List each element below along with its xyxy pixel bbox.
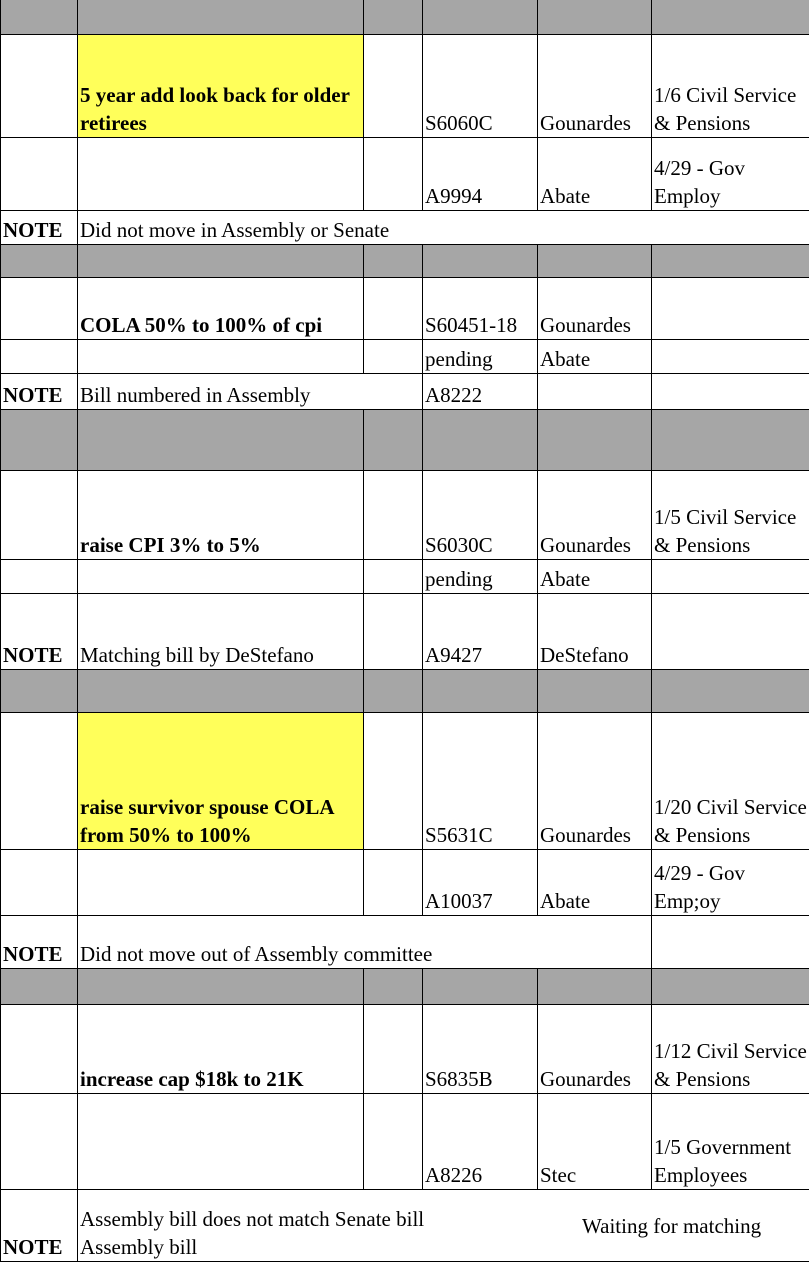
cell — [1, 1005, 78, 1094]
cell — [652, 0, 809, 35]
table-row — [1, 35, 809, 138]
note-text[interactable]: Matching bill by DeStefano — [78, 594, 364, 670]
sponsor[interactable]: Stec — [538, 1094, 652, 1190]
cell — [78, 138, 364, 211]
bill-number[interactable]: pending — [423, 560, 538, 594]
cell — [538, 374, 652, 410]
table-row — [1, 560, 809, 594]
cell — [652, 969, 809, 1005]
cell — [1, 850, 78, 916]
status[interactable]: 4/29 - Gov Emp;oy — [652, 850, 809, 916]
note-label: NOTE — [1, 594, 78, 670]
cell — [364, 35, 423, 138]
table-row — [1, 278, 809, 340]
note-label: NOTE — [1, 211, 78, 245]
sponsor[interactable]: DeStefano — [538, 594, 652, 670]
bill-number[interactable]: A9427 — [423, 594, 538, 670]
status[interactable] — [652, 278, 809, 340]
note-row — [1, 211, 809, 245]
cell — [364, 0, 423, 35]
sponsor[interactable]: Gounardes — [538, 471, 652, 560]
cell — [1, 278, 78, 340]
cell — [423, 969, 538, 1005]
cell — [78, 340, 364, 374]
cell — [78, 670, 364, 713]
cell — [78, 850, 364, 916]
note-label: NOTE — [1, 916, 78, 969]
cell — [652, 374, 809, 410]
separator-row — [1, 410, 809, 471]
cell — [1, 340, 78, 374]
cell — [423, 410, 538, 471]
note-text[interactable]: Did not move in Assembly or Senate — [78, 211, 809, 245]
cell — [364, 138, 423, 211]
cell — [423, 670, 538, 713]
table-row — [1, 713, 809, 850]
cell — [1, 969, 78, 1005]
separator-row — [1, 969, 809, 1005]
status[interactable]: 1/12 Civil Service & Pensions — [652, 1005, 809, 1094]
note-row — [1, 916, 809, 969]
note-label: NOTE — [1, 374, 78, 410]
note-text: Assembly bill does not match Senate bill — [80, 1207, 425, 1231]
bill-number[interactable]: S5631C — [423, 713, 538, 850]
table-row — [1, 850, 809, 916]
status[interactable]: 1/6 Civil Service & Pensions — [652, 35, 809, 138]
cell — [364, 969, 423, 1005]
cell — [364, 278, 423, 340]
bill-number[interactable]: S60451-18 — [423, 278, 538, 340]
cell — [1, 713, 78, 850]
bill-number[interactable]: S6030C — [423, 471, 538, 560]
bill-title[interactable]: raise CPI 3% to 5% — [78, 471, 364, 560]
note-row — [1, 594, 809, 670]
bill-number[interactable]: A9994 — [423, 138, 538, 211]
cell — [652, 670, 809, 713]
cell — [423, 0, 538, 35]
status[interactable]: 1/5 Civil Service & Pensions — [652, 471, 809, 560]
separator-row — [1, 0, 809, 35]
cell — [78, 0, 364, 35]
cell — [1, 410, 78, 471]
cell — [1, 560, 78, 594]
cell — [652, 916, 809, 969]
cell — [538, 670, 652, 713]
cell — [1, 138, 78, 211]
cell — [364, 850, 423, 916]
sponsor[interactable]: Gounardes — [538, 278, 652, 340]
sponsor[interactable]: Abate — [538, 138, 652, 211]
separator-row — [1, 670, 809, 713]
cell — [652, 410, 809, 471]
bill-number[interactable]: A8226 — [423, 1094, 538, 1190]
sponsor[interactable]: Abate — [538, 560, 652, 594]
cell — [538, 0, 652, 35]
note-text[interactable]: Did not move out of Assembly committee — [78, 916, 652, 969]
cell — [78, 560, 364, 594]
cell — [364, 713, 423, 850]
cell — [78, 1094, 364, 1190]
table-row — [1, 1005, 809, 1094]
table-row — [1, 471, 809, 560]
cell — [1, 35, 78, 138]
status[interactable]: 1/5 Government Employees — [652, 1094, 809, 1190]
separator-row — [1, 245, 809, 278]
table-row — [1, 1094, 809, 1190]
status[interactable] — [652, 560, 809, 594]
sponsor[interactable]: Gounardes — [538, 713, 652, 850]
note-row — [1, 374, 809, 410]
bill-number[interactable]: S6060C — [423, 35, 538, 138]
sponsor[interactable]: Gounardes — [538, 35, 652, 138]
cell — [538, 245, 652, 278]
cell — [652, 245, 809, 278]
cell — [364, 1094, 423, 1190]
status[interactable]: 1/20 Civil Service & Pensions — [652, 713, 809, 850]
bill-title[interactable]: 5 year add look back for older retirees — [78, 35, 364, 138]
cell — [364, 340, 423, 374]
bill-number[interactable]: S6835B — [423, 1005, 538, 1094]
cell — [1, 1094, 78, 1190]
cell — [78, 410, 364, 471]
cell — [538, 410, 652, 471]
bill-number[interactable]: pending — [423, 340, 538, 374]
cell — [1, 245, 78, 278]
waiting-note: Waiting for matching — [582, 1214, 762, 1238]
bill-title[interactable]: increase cap $18k to 21K — [78, 1005, 364, 1094]
status[interactable]: 4/29 - Gov Employ — [652, 138, 809, 211]
status[interactable] — [652, 340, 809, 374]
cell — [652, 594, 809, 670]
cell — [364, 245, 423, 278]
note-text[interactable]: Bill numbered in Assembly — [78, 374, 423, 410]
cell — [1, 670, 78, 713]
note-label: NOTE — [1, 1190, 78, 1262]
cell — [364, 670, 423, 713]
cell — [364, 410, 423, 471]
bill-title[interactable]: raise survivor spouse COLA from 50% to 100% — [78, 713, 364, 850]
sponsor[interactable]: Gounardes — [538, 1005, 652, 1094]
cell — [364, 471, 423, 560]
sponsor[interactable]: Abate — [538, 850, 652, 916]
note-text-continued: Assembly bill — [80, 1235, 198, 1259]
bill-title[interactable]: COLA 50% to 100% of cpi — [78, 278, 364, 340]
table-row — [1, 340, 809, 374]
cell — [1, 0, 78, 35]
cell — [538, 969, 652, 1005]
sponsor[interactable]: Abate — [538, 340, 652, 374]
cell — [364, 560, 423, 594]
table-row — [1, 138, 809, 211]
cell — [423, 245, 538, 278]
cell — [78, 969, 364, 1005]
cell — [1, 471, 78, 560]
bill-number[interactable]: A10037 — [423, 850, 538, 916]
bill-number[interactable]: A8222 — [423, 374, 538, 410]
cell — [364, 594, 423, 670]
cell — [78, 245, 364, 278]
cell — [364, 1005, 423, 1094]
